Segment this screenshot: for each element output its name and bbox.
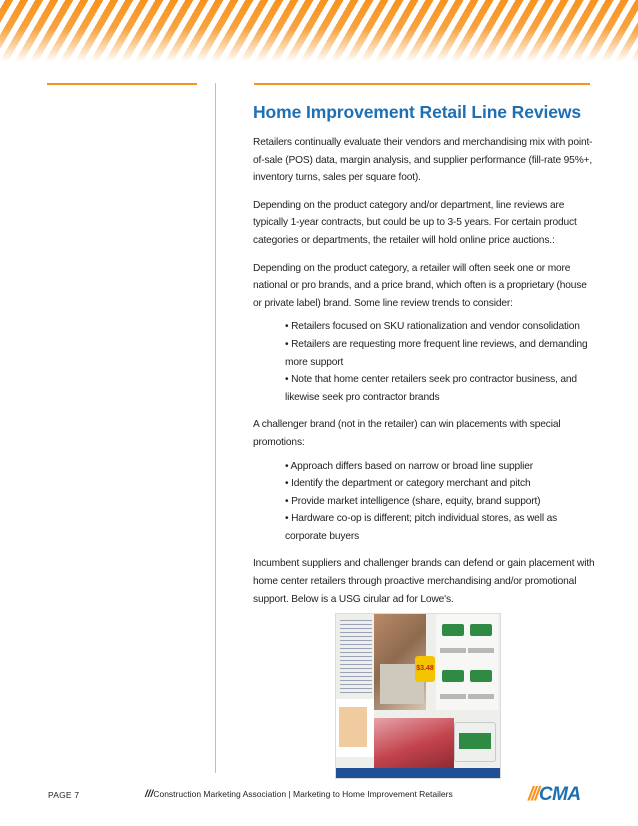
main-content bbox=[253, 102, 598, 618]
paragraph-1: Retailers continually evaluate their vendors and merchandising mix with point-of-sale (POS) data, margin analysis, and supplier performance (fill-rate 95%+, inventory turns, sales per square foot). bbox=[253, 137, 593, 184]
knife-icon bbox=[440, 648, 466, 653]
promotions-list bbox=[253, 458, 598, 546]
left-orange-rule bbox=[47, 83, 197, 85]
list-item: • Approach differs based on narrow or broad line supplier bbox=[285, 460, 533, 472]
list-item: • Provide market intelligence (share, equity, brand support) bbox=[285, 495, 541, 507]
page-number: PAGE 7 bbox=[48, 790, 80, 800]
cma-logo bbox=[528, 784, 581, 806]
footer-text: Construction Marketing Association | Marketing to Home Improvement Retailers bbox=[153, 789, 453, 799]
footer-caption bbox=[145, 789, 453, 800]
paragraph-2: Depending on the product category and/or department, line reviews are typically 1-year contracts, but could be up to 3-5 years. For certain product categories or departments, the retailer will hold online price auctions.: bbox=[253, 199, 577, 246]
usg-circular-ad-image bbox=[335, 613, 501, 779]
paragraph-3: Depending on the product category, a retailer will often seek one or more national or pro brands, and a price brand, which often is a proprietary (house or private label) brand. Some line review trends to consider: bbox=[253, 262, 587, 309]
list-item: • Identify the department or category merchant and pitch bbox=[285, 478, 531, 490]
ad-promo-box bbox=[339, 707, 367, 747]
trowel-icon bbox=[470, 624, 492, 636]
ad-drywall-board bbox=[374, 718, 454, 768]
cma-logo-text: CMA bbox=[538, 784, 581, 805]
ad-compound-bucket bbox=[454, 722, 496, 762]
list-item: • Retailers are requesting more frequent line reviews, and demanding more support bbox=[285, 338, 588, 368]
ad-price-badge: $3.48 bbox=[415, 656, 435, 682]
trowel-icon bbox=[442, 670, 464, 682]
trowel-icon bbox=[442, 624, 464, 636]
ad-tools-panel bbox=[436, 614, 498, 710]
list-item: • Note that home center retailers seek pro contractor business, and likewise seek pro contractor brands bbox=[285, 374, 577, 403]
ad-footer-band bbox=[336, 768, 500, 778]
trowel-icon bbox=[470, 670, 492, 682]
list-item: • Retailers focused on SKU rationalization and vendor consolidation bbox=[285, 321, 580, 333]
knife-icon bbox=[468, 694, 494, 699]
header-stripe-fade bbox=[0, 0, 638, 62]
column-divider bbox=[215, 83, 216, 773]
ad-copy-block bbox=[340, 620, 372, 696]
list-item: • Hardware co-op is different; pitch individual stores, as well as corporate buyers bbox=[285, 513, 558, 542]
knife-icon bbox=[440, 694, 466, 699]
paragraph-4: A challenger brand (not in the retailer) can win placements with special promotions: bbox=[253, 419, 561, 448]
knife-icon bbox=[468, 648, 494, 653]
ad-bucket-label bbox=[459, 733, 491, 749]
section-title: Home Improvement Retail Line Reviews bbox=[253, 102, 582, 122]
right-orange-rule bbox=[254, 83, 590, 85]
paragraph-5: Incumbent suppliers and challenger brands can defend or gain placement with home center retailers through proactive merchandising and/or promotional support. Below is a USG cirular ad for Lowe's. bbox=[253, 558, 595, 605]
trends-list bbox=[253, 318, 598, 406]
ad-promo-panel bbox=[336, 699, 374, 757]
footer-slashes: /// bbox=[145, 789, 154, 800]
cma-logo-mark: /// bbox=[528, 784, 538, 805]
